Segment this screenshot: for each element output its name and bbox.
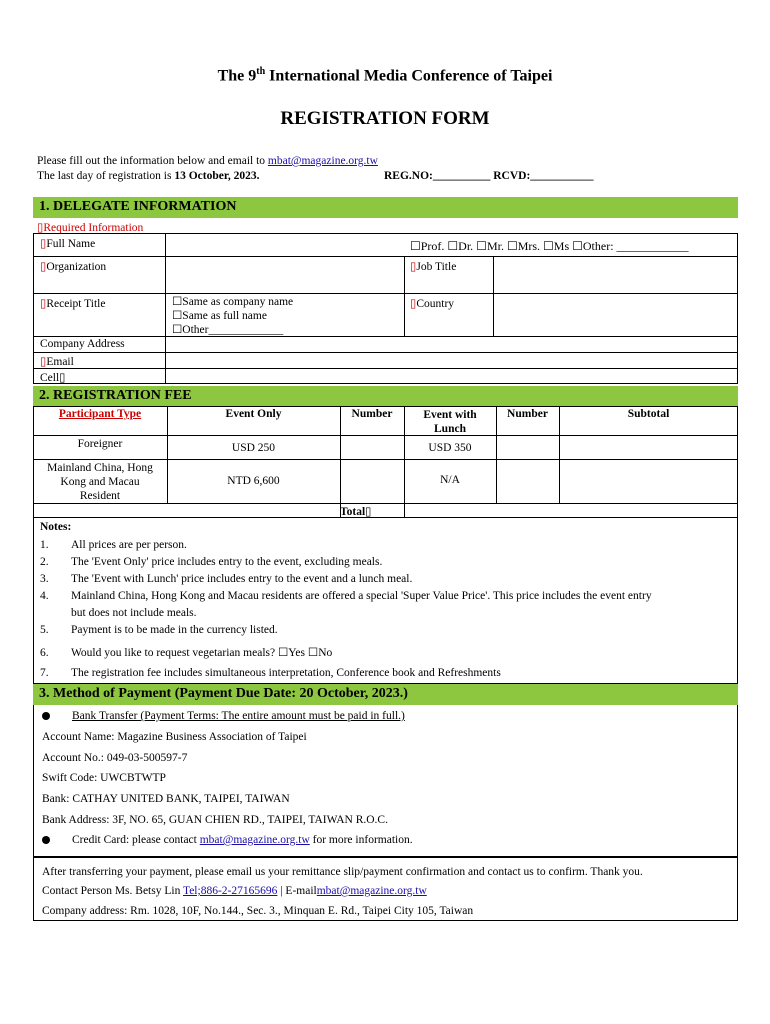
bullet-icon xyxy=(42,836,50,844)
contact-email-link[interactable]: mbat@magazine.org.tw xyxy=(267,155,378,167)
section-3-header: 3. Method of Payment (Payment Due Date: 20 October, 2023.) xyxy=(33,684,738,705)
intro-line-1: Please fill out the information below and email to mbat@magazine.org.tw xyxy=(37,155,378,167)
receipt-option-other[interactable]: ☐Other_____________ xyxy=(172,324,284,336)
event-lunch-header: Event with Lunch xyxy=(423,409,477,435)
note-7: 7. The registration fee includes simultaneous interpretation, Conference book and Refreshments xyxy=(40,667,501,679)
receipt-option-company[interactable]: ☐Same as company name xyxy=(172,296,294,308)
salutation-options[interactable]: ☐Prof. ☐Dr. ☐Mr. ☐Mrs. ☐Ms ☐Other: ____________ xyxy=(410,239,689,253)
note-3: 3. The 'Event with Lunch' price includes entry to the event and a lunch meal. xyxy=(40,573,413,585)
receipt-title-options[interactable] xyxy=(172,295,293,337)
note-2: 2. The 'Event Only' price includes entry to the event, excluding meals. xyxy=(40,556,383,568)
bank-transfer-option: Bank Transfer (Payment Terms: The entire amount must be paid in full.) xyxy=(42,710,405,722)
receipt-title-label: ▯Receipt Title xyxy=(40,298,106,310)
credit-card-option: Credit Card: please contact mbat@magazine.org.tw for more information. xyxy=(42,834,413,846)
participant-type-header: Participant Type xyxy=(58,408,142,420)
credit-email-link[interactable]: mbat@magazine.org.tw xyxy=(199,834,310,846)
deadline: 13 October, 2023. xyxy=(174,170,260,182)
row-foreigner-type: Foreigner xyxy=(77,438,123,450)
swift-code: Swift Code: UWCBTWTP xyxy=(42,772,166,784)
full-name-label: ▯Full Name xyxy=(40,238,96,250)
note-4-continued: but does not include meals. xyxy=(71,607,197,619)
row-foreigner-event-only: USD 250 xyxy=(231,442,276,454)
total-label: Total▯ xyxy=(340,506,372,518)
row-foreigner-event-lunch: USD 350 xyxy=(428,442,472,454)
event-only-header: Event Only xyxy=(225,408,282,420)
note-4: 4. Mainland China, Hong Kong and Macau residents are offered a special 'Super Value Price'. This price includes the event entry xyxy=(40,590,652,602)
receipt-option-full-name[interactable]: ☐Same as full name xyxy=(172,310,267,322)
note-6-vegetarian[interactable]: 6. Would you like to request vegetarian meals? ☐Yes ☐No xyxy=(40,647,333,659)
country-label: ▯Country xyxy=(410,298,455,310)
note-1: 1. All prices are per person. xyxy=(40,539,187,551)
phone-link[interactable]: Tel;886-2-27165696 xyxy=(182,885,278,897)
contact-person: Contact Person Ms. Betsy Lin Tel;886-2-27165696 | E-mailmbat@magazine.org.tw xyxy=(42,885,427,897)
section-2-header: 2. REGISTRATION FEE xyxy=(33,386,738,406)
bullet-icon xyxy=(42,712,50,720)
number-header-2: Number xyxy=(507,408,548,420)
email-label: ▯Email xyxy=(40,356,74,368)
row-mainland-type: Mainland China, Hong Kong and Macau Resident xyxy=(47,462,153,502)
job-title-label: ▯Job Title xyxy=(410,261,457,273)
organization-label: ▯Organization xyxy=(40,261,107,273)
bank-name: Bank: CATHAY UNITED BANK, TAIPEI, TAIWAN xyxy=(42,793,290,805)
subtotal-header: Subtotal xyxy=(627,408,670,420)
form-title: REGISTRATION FORM xyxy=(280,108,490,129)
cell-label: Cell▯ xyxy=(40,372,66,384)
account-no: Account No.: 049-03-500597-7 xyxy=(42,752,188,764)
row-mainland-event-only: NTD 6,600 xyxy=(227,475,280,487)
required-note: ▯Required Information xyxy=(37,222,144,234)
note-5: 5. Payment is to be made in the currency listed. xyxy=(40,624,278,636)
intro-line-2: The last day of registration is 13 October, 2023. xyxy=(37,170,260,182)
notes-heading: Notes: xyxy=(40,521,72,533)
row-mainland-event-lunch: N/A xyxy=(440,474,460,486)
company-address-label: Company Address xyxy=(40,338,125,350)
section-1-header: 1. DELEGATE INFORMATION xyxy=(33,197,738,218)
confirmation-note: After transferring your payment, please email us your remittance slip/payment confirmation and contact us to confirm. Thank you. xyxy=(42,866,643,878)
conference-title: The 9th International Media Conference of Taipei xyxy=(217,66,553,85)
account-name: Account Name: Magazine Business Association of Taipei xyxy=(42,731,307,743)
bank-address: Bank Address: 3F, NO. 65, GUAN CHIEN RD., TAIPEI, TAIWAN R.O.C. xyxy=(42,814,388,826)
company-address: Company address: Rm. 1028, 10F, No.144., Sec. 3., Minquan E. Rd., Taipei City 105, Taiwan xyxy=(42,905,474,917)
footer-email-link[interactable]: mbat@magazine.org.tw xyxy=(316,885,427,897)
reg-no-field: REG.NO:__________ RCVD:___________ xyxy=(384,170,594,182)
number-header-1: Number xyxy=(351,408,393,420)
